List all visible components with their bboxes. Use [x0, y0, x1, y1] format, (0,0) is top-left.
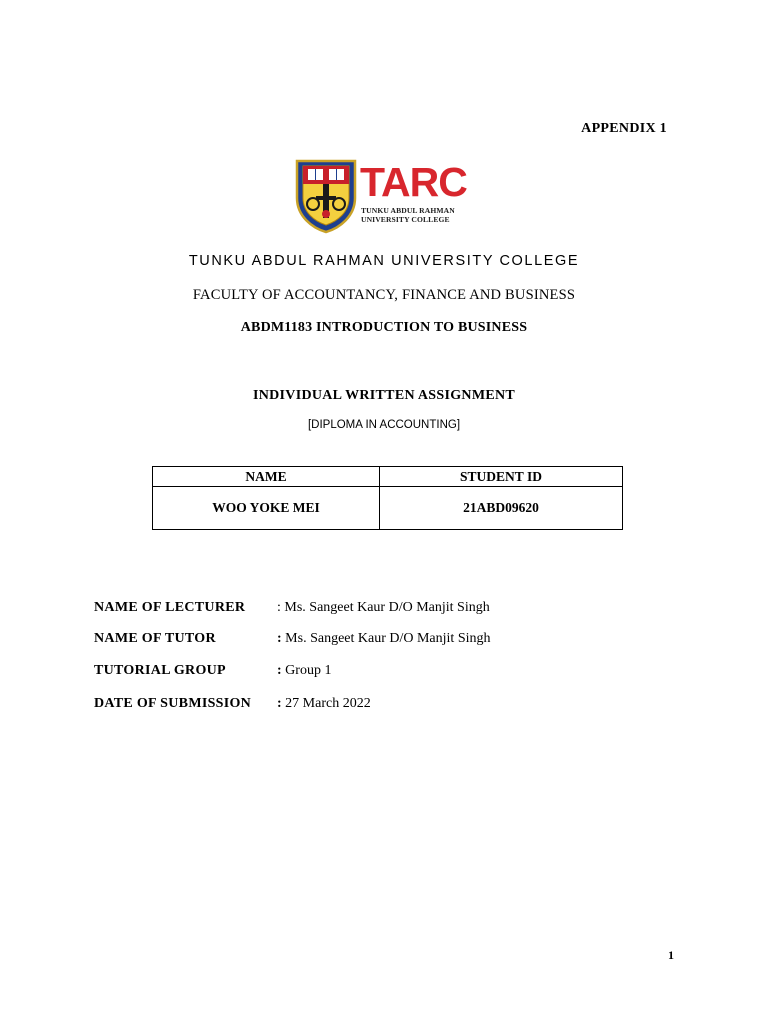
info-label: DATE OF SUBMISSION — [94, 696, 252, 711]
assignment-title: INDIVIDUAL WRITTEN ASSIGNMENT — [252, 388, 516, 403]
info-row-submission-date — [94, 694, 371, 714]
university-name: TUNKU ABDUL RAHMAN UNIVERSITY COLLEGE — [188, 253, 580, 269]
info-value: 27 March 2022 — [281, 696, 371, 711]
table-header-row — [153, 467, 623, 487]
table-row — [153, 487, 623, 530]
brand-subtitle-line-1: TUNKU ABDUL RAHMAN — [361, 206, 455, 215]
student-table — [152, 466, 623, 530]
info-label: NAME OF LECTURER — [94, 600, 246, 615]
info-value: Ms. Sangeet Kaur D/O Manjit Singh — [281, 631, 491, 646]
university-crest-icon — [294, 158, 358, 234]
info-value: Group 1 — [281, 663, 332, 678]
info-label: TUTORIAL GROUP — [94, 663, 226, 678]
programme-name: [DIPLOMA IN ACCOUNTING] — [307, 419, 461, 431]
brand-subtitle — [361, 206, 455, 224]
info-value: Ms. Sangeet Kaur D/O Manjit Singh — [280, 600, 490, 615]
info-colon: : — [277, 696, 282, 711]
info-row-tutorial-group — [94, 661, 331, 681]
appendix-label: APPENDIX 1 — [581, 121, 667, 136]
brand-subtitle-line-2: UNIVERSITY COLLEGE — [361, 215, 450, 224]
info-colon: : — [277, 663, 282, 678]
student-name-cell: WOO YOKE MEI — [153, 487, 380, 530]
page-number: 1 — [668, 948, 674, 962]
faculty-name: FACULTY OF ACCOUNTANCY, FINANCE AND BUSINESS — [192, 287, 576, 303]
info-colon: : — [277, 631, 282, 646]
brand-wordmark: TARC — [360, 159, 467, 205]
student-id-cell: 21ABD09620 — [380, 487, 623, 530]
info-row-lecturer — [94, 598, 490, 618]
column-header-student-id: STUDENT ID — [380, 467, 623, 487]
course-title: ABDM1183 INTRODUCTION TO BUSINESS — [240, 320, 528, 335]
university-logo — [294, 158, 476, 236]
info-label: NAME OF TUTOR — [94, 631, 216, 646]
info-row-tutor — [94, 629, 491, 649]
column-header-name: NAME — [153, 467, 380, 487]
info-colon: : — [277, 600, 281, 615]
